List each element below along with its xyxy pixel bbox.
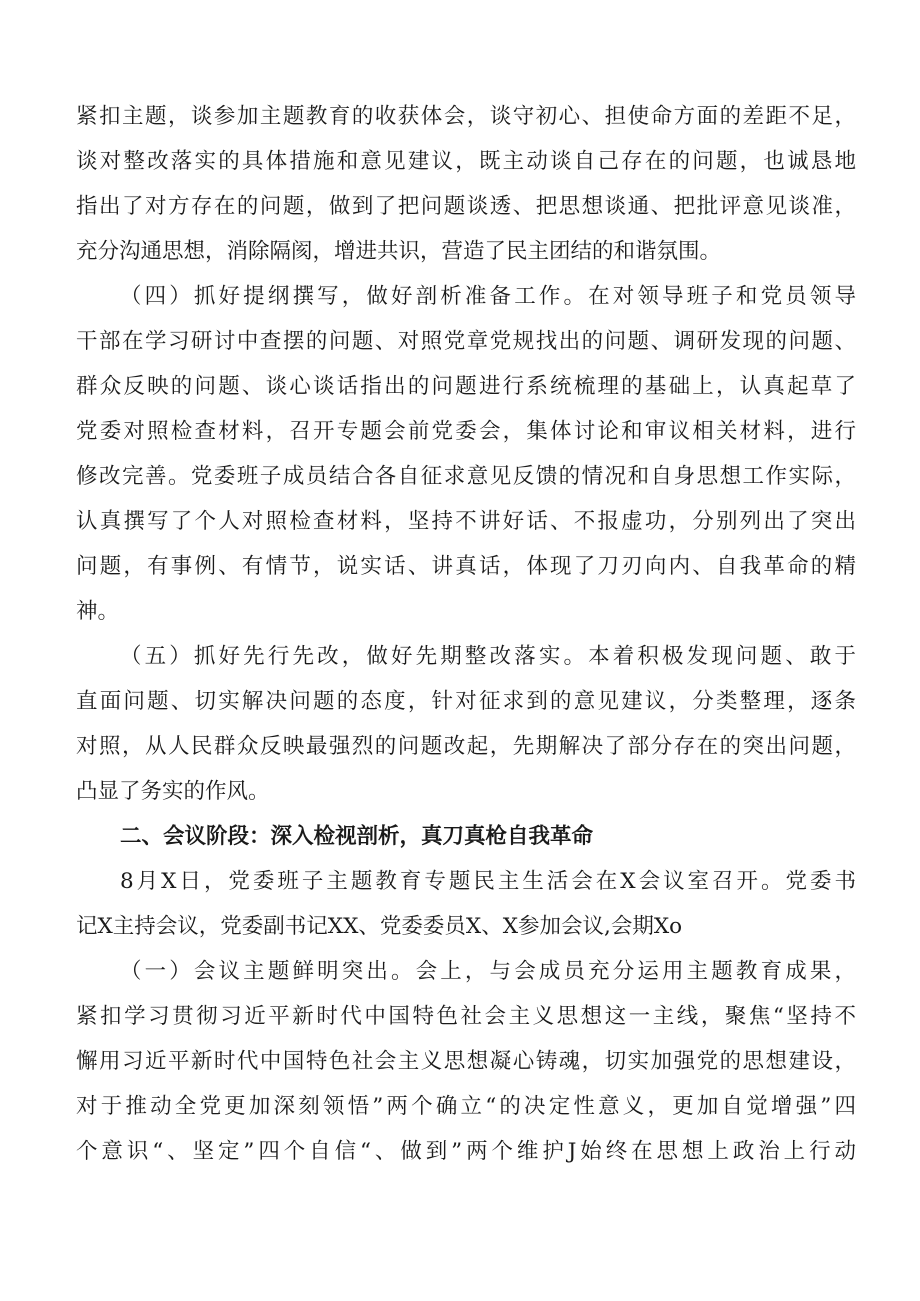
text-line: 充分沟通思想，消除隔阂，增进共识，营造了民主团结的和谐氛围。: [76, 239, 722, 264]
text-line: 直面问题、切实解决问题的态度，针对征求到的意见建议，分类整理，逐条: [76, 689, 856, 714]
text-line: 党委对照检查材料，召开专题会前党委会，集体讨论和审议相关材料，进行: [76, 419, 856, 444]
text-line: 凸显了务实的作风。: [76, 779, 270, 804]
text-line: 修改完善。党委班子成员结合各自征求意见反馈的情况和自身思想工作实际，: [76, 464, 856, 489]
text-line: 群众反映的问题、谈心谈话指出的问题进行系统梳理的基础上，认真起草了: [76, 374, 856, 399]
paragraph-first-line: （一）会议主题鲜明突出。会上，与会成员充分运用主题教育成果，: [120, 959, 856, 984]
text-line: 神。: [76, 599, 120, 624]
paragraph-first-line: （五）抓好先行先改，做好先期整改落实。本着积极发现问题、敢于: [120, 644, 856, 669]
text-line: 紧扣主题，谈参加主题教育的收获体会，谈守初心、担使命方面的差距不足，: [76, 104, 856, 129]
text-line: 谈对整改落实的具体措施和意见建议，既主动谈自己存在的问题，也诚恳地: [76, 149, 856, 174]
paragraph-first-line: 8月X日，党委班子主题教育专题民主生活会在X会议室召开。党委书: [120, 869, 856, 894]
text-line: 记X主持会议，党委副书记XX、党委委员X、X参加会议,会期Xo: [76, 914, 683, 939]
text-line: 对照，从人民群众反映最强烈的问题改起，先期解决了部分存在的突出问题，: [76, 734, 856, 759]
text-line: 问题，有事例、有情节，说实话、讲真话，体现了刀刃向内、自我革命的精: [76, 554, 856, 579]
paragraph-first-line: （四）抓好提纲撰写，做好剖析准备工作。在对领导班子和党员领导: [120, 284, 856, 309]
text-line: 干部在学习研讨中查摆的问题、对照党章党规找出的问题、调研发现的问题、: [76, 329, 856, 354]
text-line: 对于推动全党更加深刻领悟”两个确立“的决定性意义，更加自觉增强”四: [76, 1094, 856, 1119]
text-line: 认真撰写了个人对照检查材料，坚持不讲好话、不报虚功，分别列出了突出: [76, 509, 856, 534]
text-line: 指出了对方存在的问题，做到了把问题谈透、把思想谈通、把批评意见谈准，: [76, 194, 856, 219]
text-line: 个意识“、坚定”四个自信“、做到”两个维护J始终在思想上政治上行动: [76, 1139, 856, 1164]
section-heading: 二、会议阶段：深入检视剖析，真刀真枪自我革命: [120, 824, 594, 849]
text-line: 紧扣学习贯彻习近平新时代中国特色社会主义思想这一主线，聚焦“坚持不: [76, 1004, 856, 1029]
text-line: 懈用习近平新时代中国特色社会主义思想凝心铸魂，切实加强党的思想建设，: [76, 1049, 856, 1074]
